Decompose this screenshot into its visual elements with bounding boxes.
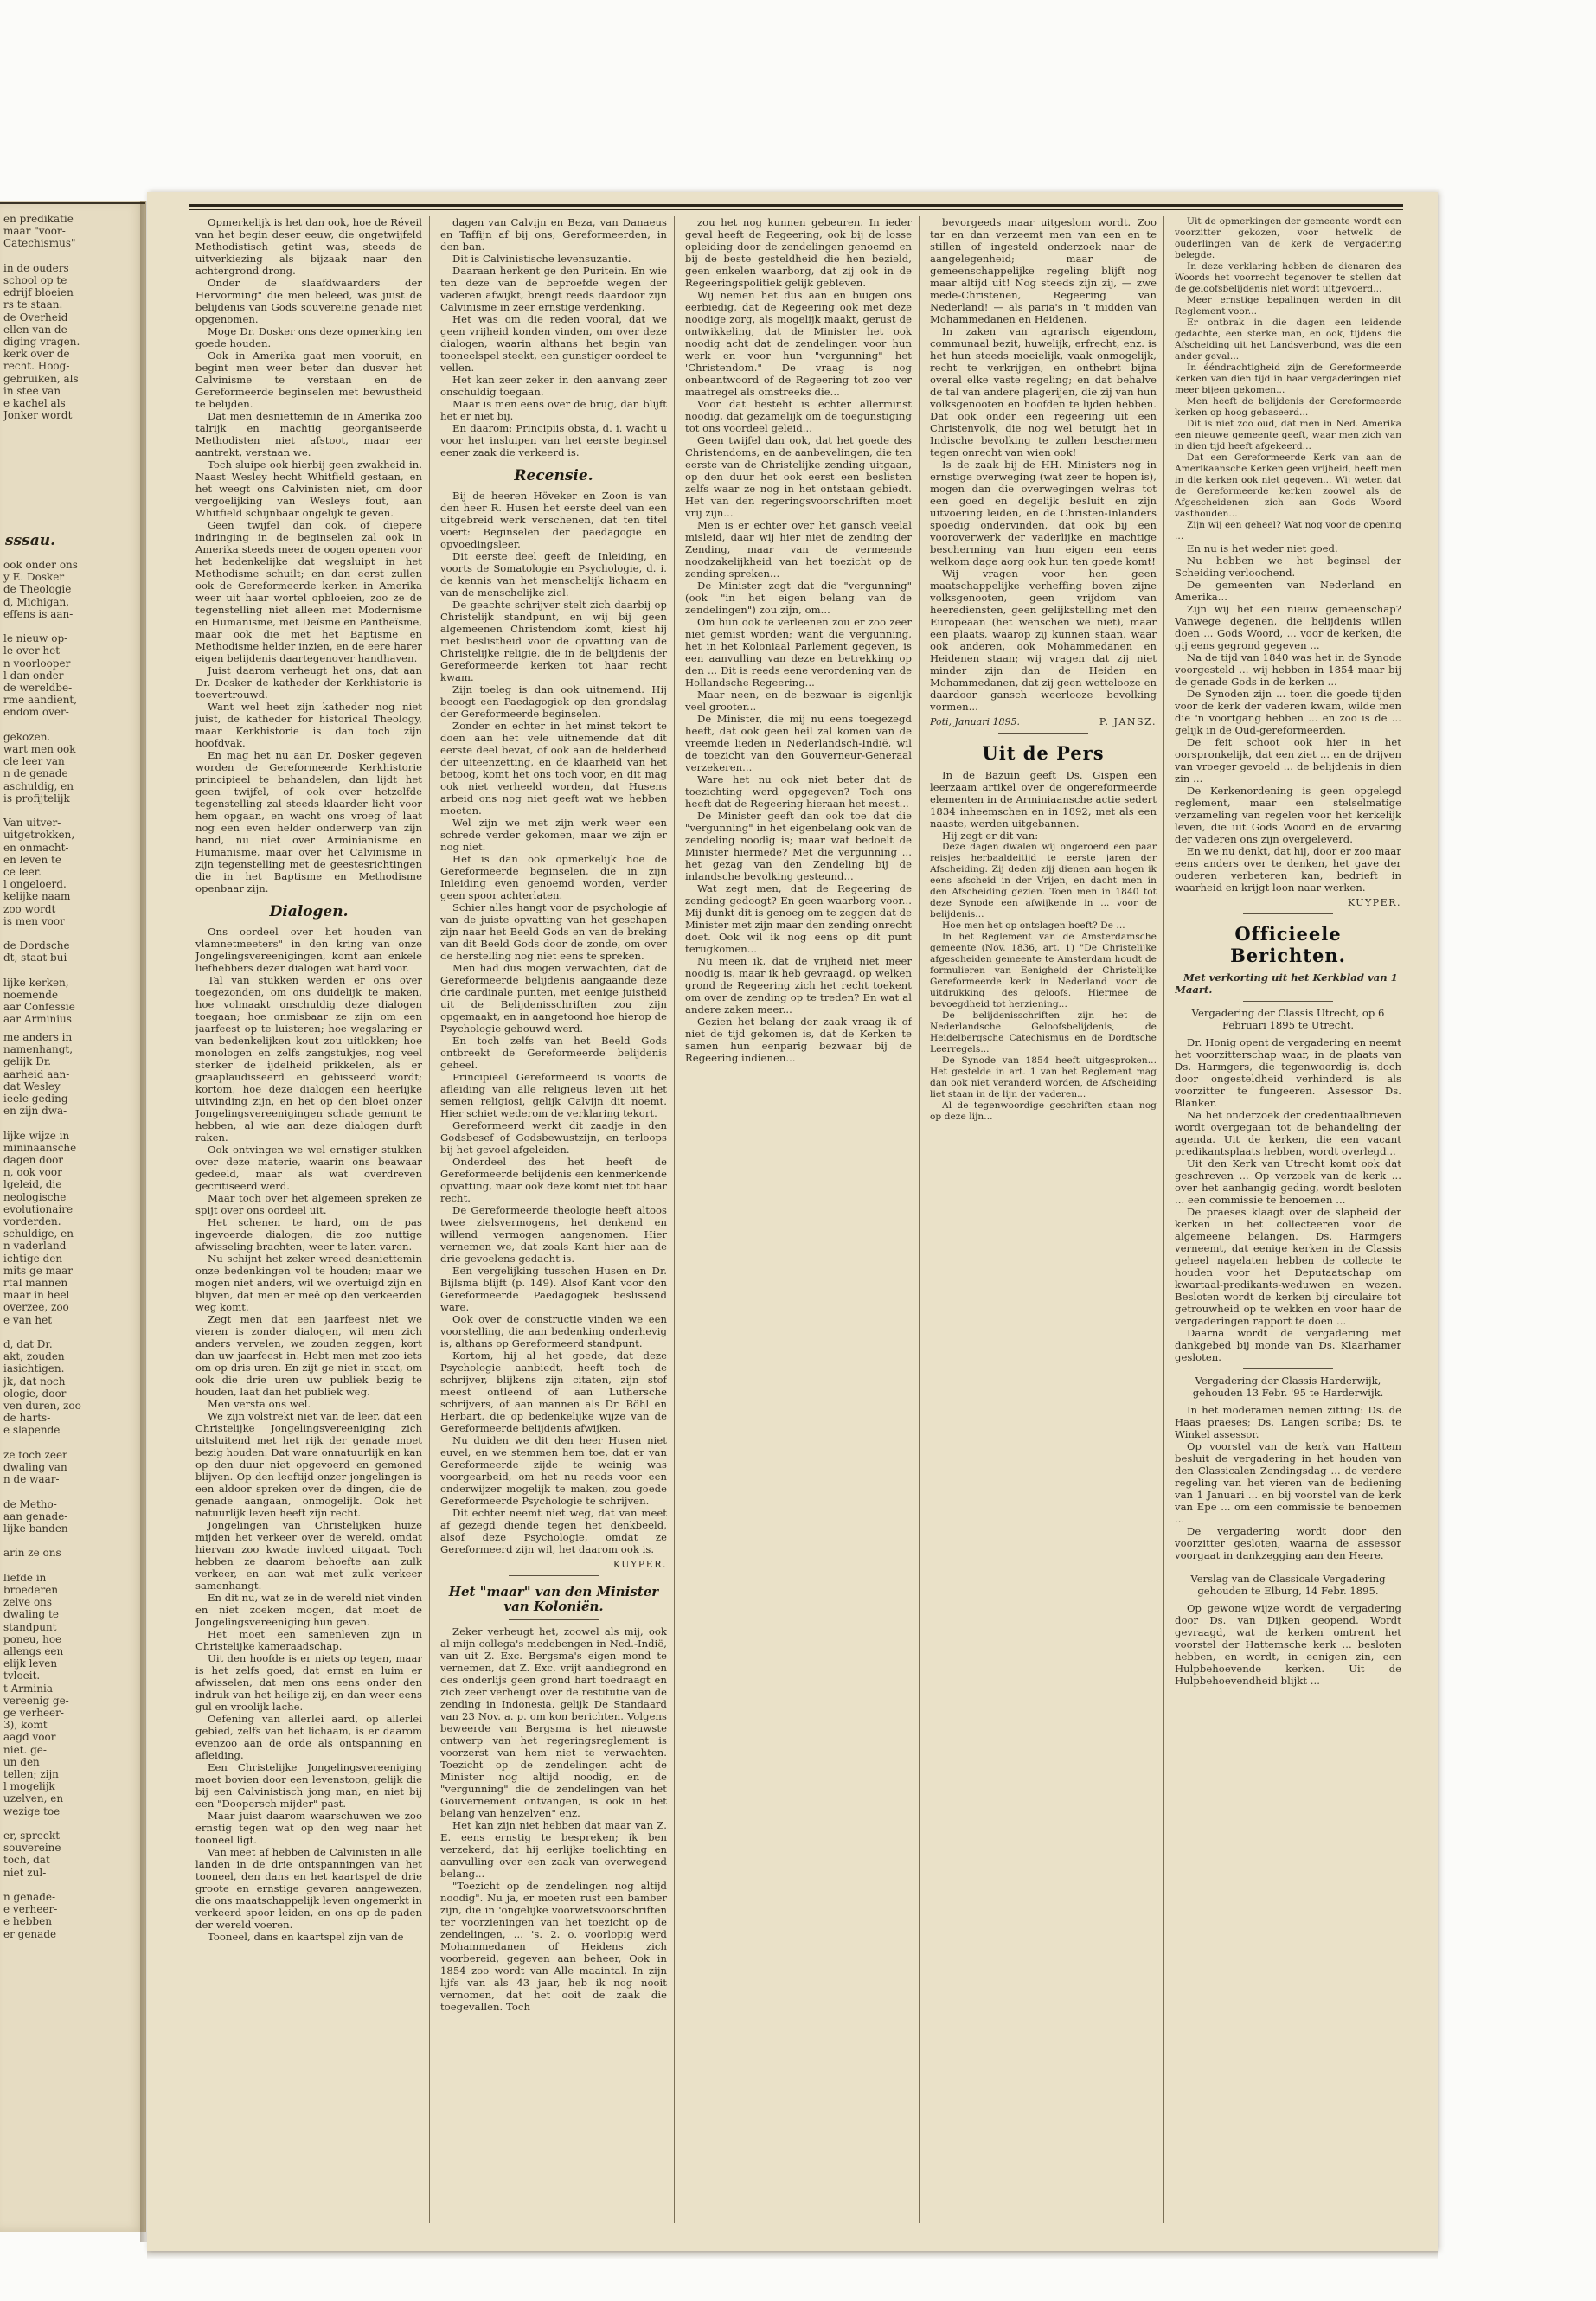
previous-page-line: n de genade: [3, 767, 68, 780]
paragraph: Gereformeerd werkt dit zaadje in den Godsbesef of Godsbewustzijn, en terloops bij het gevoel afgeleiden.: [440, 1119, 667, 1156]
previous-page-line: l dan onder: [3, 669, 64, 682]
previous-page-line: de Overheid: [3, 311, 68, 324]
previous-page-line: e van het: [3, 1313, 53, 1326]
quoted-paragraph: Men heeft de belijdenis der Gereformeerde kerken op hoog gebaseerd...: [1175, 396, 1401, 418]
previous-page-line: y E. Dosker: [3, 571, 65, 584]
previous-page-line: ichtige den-: [3, 1252, 67, 1265]
paragraph: De Synoden zijn ... toen die goede tijden voor de kerk der vaderen kwam, wilde men die 'n voortgang hebben ... en zoo is de ... gelijk in de Oud-gereformeerden.: [1175, 688, 1401, 736]
previous-page-line: toch, dat: [3, 1854, 50, 1867]
paragraph: Dat men desniettemin de in Amerika zoo talrijk en machtig georganiseerde Methodisten niet afstoot, maar eer aantrekt, verstaan we.: [195, 410, 422, 458]
previous-page-line: dwaling te: [3, 1608, 59, 1621]
paragraph: En dit nu, wat ze in de wereld niet vinden en niet zoeken mogen, dat moet de Jongelingsvereeniging hun geven.: [195, 1592, 422, 1628]
previous-page-line: arin ze ons: [3, 1547, 61, 1560]
paragraph: Men versta ons wel.: [208, 1398, 311, 1410]
previous-page-line: maar in heel: [3, 1289, 70, 1302]
paragraph: Kortom, hij al het goede, dat deze Psychologie aanbiedt, heeft toch de schrijver, blijkens zijn citaten, zijn stof meest ontleend of aan Luthersche schrijvers, of aan mannen als Dr. Böhl en Herbart, die op bedenkelijke wijze van de Gereformeerde belijdenis afwijken.: [440, 1349, 667, 1434]
paragraph: Uit den Kerk van Utrecht komt ook dat geschreven ... Op verzoek van de kerk ... over het aanhangig geding, wordt besloten ... een commissie te benoemen ...: [1175, 1157, 1401, 1206]
page-bottom-shadow: [147, 2251, 1438, 2259]
previous-page-line: cle leer van: [3, 755, 65, 768]
previous-page-line: edrijf bloeien: [3, 286, 74, 299]
previous-page-line: n voorlooper: [3, 657, 71, 670]
paragraph: En toch zelfs van het Beeld Gods ontbreekt de Gereformeerde belijdenis geheel.: [440, 1035, 667, 1071]
paragraph: Wij vragen voor hen geen maatschappelijke verheffing boven zijne volksgenooten, geen vrijdom van heerediensten, geen gelijkstelling met den Europeaan (het wenschen we niet), maar een plaats, waarop zij kunnen staan, waar ook anderen, ook Mohammedanen en Heidenen staan; wij vragen dat zij niet minder zijn dan de Heiden en Mohammedanen, dat zij geen wettelooze en daardoor gansch weerlooze bevolking vormen...: [930, 567, 1157, 713]
previous-page-line: aan genade-: [3, 1509, 68, 1522]
previous-page-line: me anders in: [3, 1031, 73, 1043]
previous-page-edge: [0, 201, 146, 2232]
previous-page-line: dt, staat bui-: [3, 952, 71, 965]
author-signature: KUYPER.: [612, 1559, 667, 1570]
previous-page-line: in stee van: [3, 384, 61, 397]
paragraph: Zegt men dat een jaarfeest niet we vieren is zonder dialogen, wil men zich anders vervelen, we zouden zeggen, kort dan uw jaarfeest in. Hebt men met zoo iets om op dris uren. En zijt ge niet in staat, om ook die drie uren uw publiek bezig te houden, laat dan het publiek weg.: [195, 1313, 422, 1398]
paragraph: Nu duiden we dit den heer Husen niet euvel, en we stemmen hem toe, dat er van Gereformeerde zijde te weinig was voorgearbeid, om het nu reeds voor een onderwijzer mogelijk te maken, zou goede Gereformeerde Psychologie te schrijven.: [440, 1434, 667, 1507]
paragraph: Dit is Calvinistische levensuzantie.: [452, 253, 631, 265]
paragraph: Principieel Gereformeerd is voorts de afleiding van alle religieus leven uit het semen religiosi, gelijk Calvijn dit noemt. Hier schiet wederom de verklaring tekort.: [440, 1071, 667, 1119]
paragraph: Zonder en echter in het minst tekort te doen aan het vele uitnemende dat dit eerste deel bevat, of ook aan de helderheid der uiteenzetting, en de klaarheid van het betoog, komt het ons toch voor, en dit mag ook niet verheeld worden, dat Husens arbeid ons nog niet geeft wat we hebben moeten.: [440, 720, 667, 817]
previous-page-line: d, dat Dr.: [3, 1338, 53, 1350]
section-heading-uit-de-pers: Uit de Pers: [982, 742, 1105, 764]
previous-page-line: de wereldbe-: [3, 682, 73, 694]
quoted-paragraph: De belijdenisschriften zijn het de Nederlandsche Geloofsbelijdenis, de Heidelbergsche Catechismus en de Dordtsche Leerregels...: [930, 1010, 1157, 1054]
paragraph: Op voorstel van de kerk van Hattem besluit de vergadering in het houden van den Classicalen Zendingsdag ... de verdere regeling van het vieren van de bediening van 1 Januari ... en bij voorstel van de kerk van Epe ... om een commissie te benoemen ...: [1175, 1440, 1401, 1525]
column-rule: [919, 216, 920, 2223]
paragraph: Maar is men eens over de brug, dan blijft het er niet bij.: [440, 398, 667, 422]
previous-page-line: n de waar-: [3, 1473, 60, 1486]
paragraph: De Minister zegt dat die "vergunning" (ook "in het eigen belang van de zendelingen") zou zijn, om...: [685, 580, 912, 616]
paragraph: En we nu denkt, dat hij, door er zoo maar eens anders over te denken, het gave der ouderen verbeteren kan, bedrieft in waarheid en krijgt loon naar werken.: [1175, 845, 1401, 894]
previous-page-line: lijke kerken,: [3, 976, 69, 989]
column-2: [440, 216, 667, 2232]
section-divider: [998, 733, 1089, 734]
paragraph: Wel zijn we met zijn werk weer een schrede verder gekomen, maar we zijn er nog niet.: [440, 817, 667, 853]
previous-page-line: standpunt: [3, 1620, 57, 1633]
paragraph: Daaraan herkent ge den Puritein. En wie ten deze van de beproefde wegen der vaderen afwijkt, brengt reeds daardoor zijn Calvinisme in zeer ernstige verdenking.: [440, 265, 667, 313]
paragraph: De gemeenten van Nederland en Amerika...: [1175, 579, 1401, 603]
paragraph: Dit eerste deel geeft de Inleiding, en voorts de Somatologie en Psychologie, d. i. de kennis van het menschelijk lichaam en van de menschelijke ziel.: [440, 550, 667, 599]
paragraph: De Minister geeft dan ook toe dat die "vergunning" in het eigenbelang ook van de zendeling noodig is; maar wat bedoelt de Minister hiermede? Met die vergunning ... het gezag van den Zendeling bij de inlandsche bevolking gesteund...: [685, 810, 912, 882]
previous-page-line: is profijtelijk: [3, 792, 70, 804]
signature-author: P. JANSZ.: [1099, 716, 1157, 727]
previous-page-line: dagen door: [3, 1154, 64, 1166]
previous-page-line: zelve ons: [3, 1596, 53, 1609]
quoted-paragraph: Al de tegenwoordige geschriften staan nog op deze lijn...: [930, 1100, 1157, 1122]
paragraph: En nu is het weder niet goed.: [1187, 542, 1338, 554]
quoted-paragraph: Zijn wij een geheel? Wat nog voor de opening ...: [1175, 520, 1401, 542]
previous-page-line: 3), komt: [3, 1719, 48, 1732]
paragraph: Wat zegt men, dat de Regeering de zending gedoogt? En geen waarborg voor... Mij dunkt dit is genoeg om te zeggen dat de Minister met zijn maar den zending onrecht doet. Ook wil ik nog eens op dit punt terugkomen...: [685, 882, 912, 955]
previous-page-line: zoo wordt: [3, 902, 56, 915]
previous-page-line: l ongeloerd.: [3, 878, 67, 891]
paragraph: Maar juist daarom waarschuwen we zoo ernstig tegen wat op den weg naar het tooneel ligt.: [195, 1810, 422, 1846]
previous-page-line: broederen: [3, 1584, 59, 1596]
previous-page-line: uitgetrokken,: [3, 829, 75, 842]
paragraph: zou het nog kunnen gebeuren. In ieder geval heeft de Regeering, ook bij de losse opleiding door de zendelingen genoemd en bij de beste gesteldheid die hen bezield, geen enkelen waarborg, dat zij ook in de Regeeringspolitiek gelijk gebleven.: [685, 216, 912, 289]
paragraph: Op gewone wijze wordt de vergadering door Ds. van Dijken geopend. Wordt gevraagd, wat de kerken omtrent het voorstel der Hattemsche kerk ... besloten hebben, en wordt, in eenigen zin, een Hulpbehoevende kerken. Uit de Hulpbehoevendheid blijkt ...: [1175, 1602, 1401, 1687]
author-signature: KUYPER.: [1347, 897, 1401, 908]
previous-page-line: e hebben: [3, 1915, 52, 1928]
quoted-paragraph: In het Reglement van de Amsterdamsche gemeente (Nov. 1836, art. 1) "De Christelijke afgescheiden gemeente te Amsterdam houdt de formulieren van Eenigheid der Christelijke Gereformeerde kerk in Nederland voor de uitdrukking des geloofs. Hiermee de bevoegdheid tot herziening...: [930, 932, 1157, 1009]
section-divider: [509, 1575, 599, 1576]
signature-place-date: Poti, Januari 1895.: [930, 716, 1020, 727]
meeting-title: Vergadering der Classis Harderwijk, gehouden 13 Febr. '95 te Harderwijk.: [1192, 1375, 1384, 1399]
quoted-paragraph: Meer ernstige bepalingen werden in dit Reglement voor...: [1175, 295, 1401, 317]
paragraph: Maar toch over het algemeen spreken ze spijt over ons oordeel uit.: [195, 1192, 422, 1216]
paragraph: Dr. Honig opent de vergadering en neemt het voorzitterschap waar, in de plaats van Ds. Harmgers, die tegenwoordig is, doch door ongesteldheid verhinderd is als voorzitter te fungeeren. Assessor Ds. Blanker.: [1175, 1036, 1401, 1109]
previous-page-line: noemende: [3, 989, 59, 1001]
quoted-paragraph: Uit de opmerkingen der gemeente wordt een voorzitter gekozen, voor hetwelk de ouderlingen van de kerk de vergadering belegde.: [1175, 216, 1401, 260]
quoted-paragraph: Deze dagen dwalen wij ongeroerd een paar reisjes herbaaldeitijd te eerste jaren der Afscheiding. Zij deden zijj dienen aan hogen ik eens afscheid in der Vrijen, en dacht men in den Afscheiding gezien. Toen men in 1840 tot deze Synode een afwijkende in ... voor de belijdenis...: [930, 842, 1157, 920]
previous-page-line: endom over-: [3, 706, 69, 719]
previous-page-line: aarheid aan-: [3, 1067, 70, 1080]
column-4: [930, 216, 1157, 2232]
previous-page-line: aar Arminius: [3, 1013, 72, 1026]
previous-page-line: is men voor: [3, 914, 65, 927]
quoted-paragraph: In ééndrachtigheid zijn de Gereformeerde kerken van dien tijd in haar vergaderingen niet meer bijeen gekomen...: [1175, 362, 1401, 395]
meeting-title: Vergadering der Classis Utrecht, op 6 Februari 1895 te Utrecht.: [1191, 1007, 1385, 1031]
paragraph: dagen van Calvijn en Beza, van Danaeus en Taffijn af bij ons, Gereformeerden, in den ban.: [440, 216, 667, 253]
previous-page-line: Van uitver-: [3, 817, 61, 830]
previous-page-line: overzee, zoo: [3, 1301, 69, 1314]
previous-page-line: dat Wesley: [3, 1080, 61, 1093]
previous-page-line: er genade: [3, 1927, 57, 1940]
paragraph: Oefening van allerlei aard, op allerlei gebied, zelfs van het lichaam, is er daarom evenzoo aan de orde als ontspanning en afleiding.: [195, 1713, 422, 1761]
paragraph: Ook ontvingen we wel ernstiger stukken over deze materie, waarin ons beawaar gedeeld, maar als wat overdreven gecritiseerd werd.: [195, 1144, 422, 1192]
paragraph: Na de tijd van 1840 was het in de Synode voorgesteld ... wij hebben in 1854 maar bij de genade Gods in de kerken ...: [1175, 651, 1401, 688]
previous-page-line: de Theologie: [3, 583, 72, 596]
paragraph: Het schenen te hard, om de pas ingevoerde dialogen, die zoo nuttige afwisseling brachten, weer te laten varen.: [195, 1216, 422, 1253]
previous-page-line: ologie, door: [3, 1387, 67, 1400]
previous-page-line: vorderden.: [3, 1215, 61, 1227]
paragraph: Zeker verheugt het, zoowel als mij, ook al mijn collega's medebengen in Ned.-Indië, van uit Z. Exc. Bergsma's eigen mond te vernemen, dat Z. Exc. vrijt aandiegrond en des onderlijs geen grond hart toedraagt en zich zeer verheugt over de restitutie van de zending in Indonesia, gelijk De Standaard van 23 Nov. a. p. om kon berichten. Volgens beweerde van Bergsma is het nieuwste ontwerp van het regeringsreglement is voorzerst van hem niet te verwachten. Toezicht op de zendelingen acht de Minister nog altijd noodig, en de "vergunning" die de zendelingen van het Gouvernement ontvangen, is ook in het belang van henzelven" enz.: [440, 1625, 667, 1819]
page-top-rule: [189, 204, 1403, 207]
previous-page-line: jk, dat noch: [3, 1375, 66, 1388]
quoted-paragraph: Dat een Gereformeerde Kerk van aan de Amerikaansche Kerken geen vrijheid, heeft men in die kerken ook niet gegeven... Wij weten dat de Gereformeerde kerken zoowel als de Afgescheidenen zich aan Gods Woord vasthouden...: [1175, 452, 1401, 519]
previous-page-line: uzelven, en: [3, 1792, 64, 1805]
paragraph: De Gereformeerde theologie heeft altoos twee zielsvermogens, het denkend en willend vermogen aangenomen. Hier vernemen we, dat zoals Kant hier aan de drie gevoelens gedacht is.: [440, 1204, 667, 1265]
paragraph: Juist daarom verheugt het ons, dat aan Dr. Dosker de katheder der Kerkhistorie is toevertrouwd.: [195, 664, 422, 701]
previous-page-line: school op te: [3, 274, 67, 286]
paragraph: Zijn wij het een nieuw gemeenschap? Vanwege degenen, die belijdenis willen doen ... Gods Woord, ... voor de kerken, die gij eens gegrond gegeven ...: [1175, 603, 1401, 651]
section-divider: [1243, 1368, 1334, 1369]
paragraph: Om hun ook te verleenen zou er zoo zeer niet gemist worden; want die vergunning, het in het Koloniaal Parlement gegeven, is een aanvulling van deze en betrekking op den ... Dit is reeds eene verordening van de Hollandsche Regeering...: [685, 616, 912, 689]
previous-page-line: souvereine: [3, 1842, 61, 1855]
previous-page-line: tvloeit.: [3, 1670, 41, 1682]
previous-page-line: en zijn dwa-: [3, 1105, 67, 1118]
paragraph: bevorgeeds maar uitgeslom wordt. Zoo tar en dan verzeemt men van een en te stillen of ingesteld onderzoek naar de aangelegenheid; maar de gemeenschappelijke regeling blijft nog maar altijd uit! Nog steeds zijn zij, — zwe mede-Christenen, Regeering van Nederland! — als paria's in 't midden van Mohammedanen en Heidenen.: [930, 216, 1157, 325]
paragraph: De geachte schrijver stelt zich daarbij op Christelijk standpunt, en wij bij geen algemeenen Christendom komt, kiest hij met beslistheid voor de opvatting van de Christelijke religie, die in de belijdenis der Gereformeerde kerken tot haar recht kwam.: [440, 599, 667, 683]
previous-page-line: en predikatie: [3, 213, 74, 225]
paragraph: Dit echter neemt niet weg, dat van meet af gezegd diende tegen het denkbeeld, alsof deze Psychologie, omdat ze Gereformeerd zijn wil, het daarom ook is.: [440, 1507, 667, 1555]
column-1: [195, 216, 422, 2232]
previous-page-line: rtal mannen: [3, 1277, 68, 1289]
previous-page-line: elijk leven: [3, 1657, 58, 1670]
paragraph: Van meet af hebben de Calvinisten in alle landen in de drie ontspanningen van het tooneel, den dans en het kaartspel de drie groote en ernstige gevaren aangewezen, die ons maatschappelijk leven ongemerkt in verkeerd spoor leiden, en ons op de paden der wereld voeren.: [195, 1846, 422, 1931]
previous-page-line: de harts-: [3, 1412, 51, 1425]
previous-page-line: en leven te: [3, 853, 61, 866]
previous-page-line: l mogelijk: [3, 1780, 55, 1793]
previous-page-line: aagd voor: [3, 1731, 56, 1744]
paragraph: Nu meen ik, dat de vrijheid niet meer noodig is, maar ik heb gevraagd, op welken grond de Regeering zich het recht toekent om over de zending op te treden? En wat al andere zaken meer...: [685, 955, 912, 1016]
paragraph: Men is er echter over het gansch veelal misleid, daar wij hier niet de zending der Zending, maar van de vermeende noodzakelijkheid van het toezicht op de zending spreken...: [685, 519, 912, 580]
previous-page-line: n vaderland: [3, 1240, 67, 1253]
paragraph: Nu schijnt het zeker wreed desniettemin onze bedenkingen vol te houden; maar we mogen niet anders, wil we overtuigd zijn en blijven, dat men er meê op den verkeerden weg komt.: [195, 1253, 422, 1313]
page-top-rule-thin: [189, 209, 1403, 210]
previous-page-line: in de ouders: [3, 261, 69, 274]
previous-page-line: vereenig ge-: [3, 1694, 69, 1707]
paragraph: Ons oordeel over het houden van vlamnetmeeters" in den kring van onze Jongelingsvereenigingen, komt aan enkele liefhebbers dezer dialogen wat hard voor.: [195, 926, 422, 974]
paragraph: Na het onderzoek der credentiaalbrieven wordt overgegaan tot de behandeling der agenda. Uit de kerken, die een vacant predikantsplaats hebben, wordt overlegd...: [1175, 1109, 1401, 1157]
previous-page-line: rs te staan.: [3, 298, 63, 311]
previous-page-line: t Arminia-: [3, 1682, 57, 1695]
previous-page-line: dwaling van: [3, 1461, 67, 1473]
paragraph: De vergadering wordt door den voorzitter gesloten, waarna de assessor voorgaat in dankzegging aan den Heere.: [1175, 1525, 1401, 1561]
previous-page-line: aschuldig, en: [3, 779, 74, 792]
previous-page-line: lijke banden: [3, 1522, 68, 1535]
section-divider: [1243, 1001, 1334, 1002]
paragraph: De Kerkenordening is geen opgelegd reglement, maar een stelselmatige verzameling van regelen voor het kerkelijk leven, die uit Gods Woord en de ervaring der vaderen ons zijn overgeleverd.: [1175, 785, 1401, 845]
paragraph: Gezien het belang der zaak vraag ik of niet de tijd gekomen is, dat de Kerken te samen hun eenparig bezwaar bij de Regeering indienen...: [685, 1016, 912, 1064]
paragraph: Bij de heeren Höveker en Zoon is van den heer R. Husen het eerste deel van een uitgebreid werk verschenen, dat ten titel voert: Beginselen der paedagogie en opvoedingsleer.: [440, 490, 667, 550]
quoted-paragraph: De Synode van 1854 heeft uitgesproken... Het gestelde in art. 1 van het Reglement mag dan ook niet veranderd worden, de Afscheiding liet staan in de lijn der vaderen...: [930, 1055, 1157, 1099]
previous-page-line: d, Michigan,: [3, 595, 70, 608]
paragraph: Moge Dr. Dosker ons deze opmerking ten goede houden.: [195, 325, 422, 349]
newspaper-page: [147, 192, 1438, 2251]
paragraph: Onderdeel des het heeft de Gereformeerde belijdenis een kenmerkende opvatting, maar ook deze komt niet tot haar recht.: [440, 1156, 667, 1204]
paragraph: Daarna wordt de vergadering met dankgebed bij monde van Ds. Klaarhamer gesloten.: [1175, 1327, 1401, 1363]
previous-page-line: le over het: [3, 644, 61, 657]
paragraph: Men had dus mogen verwachten, dat de Gereformeerde belijdenis aangaande deze drie cardinale punten, met eenige juistheid uit de Belijdenisschriften zou zijn opgemaakt, en in aangetoond hoe hierop de Psychologie gebouwd werd.: [440, 962, 667, 1035]
paragraph: In de Bazuin geeft Ds. Gispen een leerzaam artikel over de ongereformeerde elementen in de Arminiaansche actie sedert 1834 inheemschen en in 1892, met als een naaste, werden uitgebannen.: [930, 769, 1157, 830]
paragraph: Het moet een samenleven zijn in Christelijke kameraadschap.: [195, 1628, 422, 1652]
previous-page-line: evolutionaire: [3, 1202, 74, 1215]
paragraph: Maar neen, en de bezwaar is eigenlijk veel grooter...: [685, 689, 912, 713]
section-heading-officieele-berichten: Officieele Berichten.: [1230, 923, 1346, 966]
previous-page-line: mininaansche: [3, 1141, 77, 1154]
previous-page-line: le nieuw op-: [3, 632, 68, 645]
previous-page-line: ellen van de: [3, 323, 67, 336]
previous-page-heading: sssau.: [5, 532, 56, 549]
previous-page-line: e verheer-: [3, 1903, 58, 1916]
previous-page-line: ce leer.: [3, 866, 42, 878]
previous-page-line: de Metho-: [3, 1497, 57, 1510]
previous-page-line: neologische: [3, 1190, 67, 1203]
previous-page-line: gekozen.: [3, 730, 51, 743]
previous-page-line: wart men ook: [3, 743, 76, 755]
paragraph: Nu hebben we het beginsel der Scheiding verloochend.: [1175, 554, 1401, 579]
paragraph: In het moderamen nemen zitting: Ds. de Haas praeses; Ds. Langen scriba; Ds. te Winkel assessor.: [1175, 1404, 1401, 1440]
previous-page-line: n, ook voor: [3, 1166, 62, 1179]
previous-page-line: namenhangt,: [3, 1043, 74, 1056]
previous-page-line: kerk over de: [3, 348, 70, 361]
previous-page-line: tellen; zijn: [3, 1768, 59, 1780]
quoted-paragraph: Hoe men het op ontslagen hoeft? De ...: [942, 920, 1125, 931]
paragraph: Het kan zeer zeker in den aanvang zeer onschuldig toegaan.: [440, 374, 667, 398]
paragraph: En daarom: Principiis obsta, d. i. wacht u voor het insluipen van het eerste beginsel eener zaak die verkeerd is.: [440, 422, 667, 458]
previous-page-line: gebruiken, als: [3, 372, 79, 385]
paragraph: "Toezicht op de zendelingen nog altijd noodig". Nu ja, er moeten rust een bamber zijn, die in 'ongelijke voorwetsvoorschriften ter voorzieningen van het toezicht op de zendelingen, ... 's. 2. o. voorlopig werd Mohammedanen of Heidens zich voorbereid, gegeven aan beheer, Ook in 1854 zoo wordt van Alle maaintal. In zijn lijfs van als 43 jaar, heb ik nog nooit vernomen, dat het ooit de zaak die toegevallen. Toch: [440, 1880, 667, 2013]
paragraph: Het kan zijn niet hebben dat maar van Z. E. eens ernstig te bespreken; ik ben verzekerd, dat hij eerlijke toelichting en aanvulling over een zaak van overwegend belang...: [440, 1819, 667, 1880]
paragraph: De Minister, die mij nu eens toegezegd heeft, dat ook geen heil zal komen van de vreemde lieden in Nederlandsch-Indië, wil de toezicht van den Gouverneur-Generaal verzekeren...: [685, 713, 912, 773]
paragraph: De feit schoot ook hier in het oorspronkelijk, dat een ziet ... en de drijven van vroeger gevoeld ... de belijdenis in dien zin ...: [1175, 736, 1401, 785]
paragraph: Het was om die reden vooral, dat we geen vrijheid konden vinden, om over deze dialogen, waarin althans het begin van tooneelspel steekt, een gunstiger oordeel te vellen.: [440, 313, 667, 374]
previous-page-line: de Dordsche: [3, 939, 70, 952]
previous-page-line: schuldige, en: [3, 1227, 74, 1240]
paragraph: Voor dat besteht is echter allerminst noodig, dat gezamelijk om de toegunstiging tot ons voordeel geleid...: [685, 398, 912, 434]
paragraph: Geen twijfel dan ook, dat het goede des Christendoms, en de aanbevelingen, die ten eerste van de Christelijke zending uitgaan, op den duur het ook eerst een beslisten zelfs waar ze nog in het ontstaan gebiedt. Het van den regeringsvoorschriften moet vrij zijn...: [685, 434, 912, 519]
previous-page-line: recht. Hoog-: [3, 360, 70, 373]
paragraph: Tal van stukken werden er ons over toegezonden, om ons duidelijk te maken, hoe volmaakt onschuldig deze dialogen toegaan; hoe onmisbaar ze zijn om een jaarfeest op te luisteren; hoe wegslaring er van bedenkelijken kout zou uitlokken; hoe monologen en zelfs zangstukjes, nog veel sterker de ijdelheid prikkelen, als er graaplaudisseerd en gebisseerd wordt; kortom, hoe deze dialogen een heerlijke uitvinding zijn, en het op den bloei onzer Jongelingsvereenigingen schade gemunt te hebben, al wie aan deze dialogen durft raken.: [195, 974, 422, 1144]
paragraph: En mag het nu aan Dr. Dosker gegeven worden de Gereformeerde Kerkhistorie principieel te behandelen, dan lijdt het geen twijfel, of ook over hetzelfde tegenstelling zal steeds klaarder licht voor hem opgaan, en wacht ons vroeg of laat nog een even helder onderwerp van zijn hand, nu niet over Arminianisme en Humanisme, maar over het Calvinisme in zijn tegenstelling met de geestesrichtingen die in het Baptisme en Methodisme openbaar zijn.: [195, 749, 422, 894]
previous-page-line: e kachel als: [3, 397, 66, 409]
section-subtitle: Met verkorting uit het Kerkblad van 1 Maart.: [1175, 971, 1398, 996]
paragraph: Uit den hoofde is er niets op tegen, maar is het zelfs goed, dat ernst en luim er afwisselen, dat men ons eens onder den indruk van het heilige zij, en dan weer eens gul en vroolijk lache.: [195, 1652, 422, 1713]
previous-page-line: allengs een: [3, 1645, 64, 1657]
previous-page-line: wezige toe: [3, 1804, 61, 1817]
previous-page-line: Catechismus": [3, 237, 76, 250]
paragraph: Een Christelijke Jongelingsvereeniging moet bovien door een levenstoon, gelijk die bij een Calvinistisch jong man, en niet bij een "Doopersch mijder" past.: [195, 1761, 422, 1810]
paragraph: Onder de slaafdwaarders der Hervorming" die men beleed, was juist de belijdenis van Gods souvereine genade niet opgenomen.: [195, 277, 422, 325]
quoted-paragraph: In deze verklaring hebben de dienaren des Woords het voorrecht tegenover te stellen dat de geloofsbelijdenis niet wordt uitgevoerd...: [1175, 261, 1401, 294]
paragraph: Jongelingen van Christelijken huize mijden het verkeer over de wereld, omdat hiervan zoo kwade invloed uitgaat. Toch hebben ze daarom behoefte aan zulk verkeer, en aan wat met zulk verkeer samenhangt.: [195, 1519, 422, 1592]
column-3: [685, 216, 912, 2232]
previous-page-line: ge verheer-: [3, 1707, 64, 1719]
previous-page-line: un den: [3, 1755, 40, 1768]
paragraph: Wij nemen het dus aan en buigen ons eerbiedig, dat de Regeering ook met deze noodige zorg, als mogelijk maakt, gerust de ontwikkeling, dat de Minister het ook noodig acht dat de zendelingen voor hun werk en voor hun "vergunning" het 'Christendom." De vraag is nog onbeantwoord of de Regeering tot zoo ver maatregel als omstreeks die...: [685, 289, 912, 398]
previous-page-line: lijke wijze in: [3, 1129, 70, 1142]
paragraph: Ook in Amerika gaat men vooruit, en begint men weer beter dan dusver het Calvinisme te verstaan en de Gereformeerde beginselen met bewustheid te belijden.: [195, 349, 422, 410]
section-heading-dialogen: Dialogen.: [269, 903, 349, 920]
previous-page-line: mits ge maar: [3, 1264, 74, 1277]
previous-page-line: aar Confessie: [3, 1001, 75, 1014]
column-rule: [1163, 216, 1164, 2223]
meeting-title: Verslag van de Classicale Vergadering gehouden te Elburg, 14 Febr. 1895.: [1190, 1573, 1386, 1597]
paragraph: Geen twijfel dan ook, of diepere indringing in de beginselen zal ook in Amerika steeds meer de oogen openen voor het bedenkelijke dat wegsluipt in het Methodisme schuilt; en dan eerst zullen ook de Gereformeerde kerken in Amerika weer uit haar wortel opbloeien, zoo ze de tegenstelling niet alleen met Modernisme en Humanisme, met Deïsme en Pantheïsme, maar ook die met het Baptisme en Methodisme helder inzien, en de eere harer eigen belijdenis daartegenover handhaven.: [195, 519, 422, 664]
paragraph: Schier alles hangt voor de psychologie af van de juiste opvatting van het geschapen zijn naar het Beeld Gods en van de breking van dit Beeld Gods door de zonde, om over de herstelling nog niet eens te spreken.: [440, 901, 667, 962]
previous-page-line: e slapende: [3, 1424, 61, 1437]
paragraph: Is de zaak bij de HH. Ministers nog in ernstige overweging (wat zeer te hopen is), mogen dan die overwegingen welras tot een goed en degelijk besluit en zijn uitvoering leiden, en de Christen-Inlanders spoedig ondervinden, dat ook bij een vooroverwerk der vaderlijke en machtige bescherming van hun eigen een eens welkom dage aorg ook hun ten goede komt!: [930, 458, 1157, 567]
previous-page-line: ze toch zeer: [3, 1448, 67, 1461]
paragraph: Ook over de constructie vinden we een voorstelling, die aan bedenking onderhevig is, althans op Gereformeerd standpunt.: [440, 1313, 667, 1349]
paragraph: Toch sluipe ook hierbij geen zwakheid in. Naast Wesley hecht Whitfield gestaan, en het weegt ons Calvinisten niet, om door vergoelijking van Wesleys fout, aan Whitfield schijnbaar ongelijk te geven.: [195, 458, 422, 519]
section-heading-minister: Het "maar" van den Minister van Koloniën.: [448, 1584, 659, 1614]
previous-page-line: ven duren, zoo: [3, 1400, 81, 1412]
paragraph: Opmerkelijk is het dan ook, hoe de Réveil van het begin deser eeuw, die ongetwijfeld Methodistisch getint was, steeds de uitverkiezing als bijzaak naar den achtergrond drong.: [195, 216, 422, 277]
previous-page-line: er, spreekt: [3, 1830, 61, 1842]
previous-page-line: n genade-: [3, 1891, 56, 1903]
paragraph: Tooneel, dans en kaartspel zijn van de: [208, 1931, 404, 1943]
section-heading-recensie: Recensie.: [514, 467, 593, 484]
section-divider: [1243, 913, 1334, 914]
previous-page-line: iasichtigen.: [3, 1362, 65, 1375]
previous-page-line: kelijke naam: [3, 890, 71, 903]
paragraph: Een vergelijking tusschen Husen en Dr. Bijlsma blijft (p. 149). Alsof Kant voor den Gereformeerde Paedagogiek beslissend ware.: [440, 1265, 667, 1313]
paragraph: Hij zegt er dit van:: [942, 830, 1039, 842]
previous-page-line: Jonker wordt: [3, 409, 73, 422]
previous-page-line: ieele geding: [3, 1093, 68, 1105]
paragraph: De praeses klaagt over de slapheid der kerken in het collecteeren voor de algemeene belangen. Ds. Harmgers verneemt, dat eenige kerken in de Classis geheel nagelaten hebben de collecte te houden voor het Deputaatschap om kwartaal-predikants-weduwen en wezen. Besloten wordt de kerken bij circulaire tot getrouwheid op te wekken en voor haar de vergaderingen rapport te doen ...: [1175, 1206, 1401, 1327]
paragraph: Zijn toeleg is dan ook uitnemend. Hij beoogt een Paedagogiek op den grondslag der Gereformeerde beginselen.: [440, 683, 667, 720]
previous-page-line: lgeleid, die: [3, 1178, 62, 1191]
previous-page-line: rme aandient,: [3, 694, 78, 707]
letter-signature: [930, 716, 1157, 727]
column-rule: [674, 216, 675, 2223]
previous-page-line: akt, zouden: [3, 1350, 65, 1363]
top-rule: [0, 202, 145, 204]
paragraph: In zaken van agrarisch eigendom, communaal bezit, huwelijk, erfrecht, enz. is het hun steeds moeielijk, vaak onmogelijk, recht te verkrijgen, en onthebrt bijna overal elke vaste regeling; en dat behalve de tal van andere plagerijen, die zij van hun volksgenooten en hoofden te lijden hebben. Dat ook onder een regeering uit een Christenvolk, die nog wel betuigt het in Indische bevolking te zullen beschermen tegen onrecht van wien ook!: [930, 325, 1157, 458]
previous-page-line: diging vragen.: [3, 336, 80, 348]
previous-page-line: poneu, hoe: [3, 1632, 62, 1645]
previous-page-line: liefde in: [3, 1571, 47, 1584]
previous-page-line: gelijk Dr.: [3, 1055, 52, 1068]
previous-page-line: en onmacht-: [3, 841, 69, 854]
previous-page-line: niet. ge-: [3, 1743, 47, 1756]
paragraph: We zijn volstrekt niet van de leer, dat een Christelijke Jongelingsvereeniging zich uitsluitend met het rijk der genade moet bezig houden. Dat ware onnatuurlijk en kan op den duur niet opgevoerd en gemoned blijven. Op den leeftijd onzer jongelingen is een aldoor spreken over de dingen, die de genade aangaan, onmogelijk. Ook het natuurlijk leven heeft zijn recht.: [195, 1410, 422, 1519]
quoted-paragraph: Dit is niet zoo oud, dat men in Ned. Amerika een nieuwe gemeente geeft, waar men zich van in dien tijd heeft afgekeerd...: [1175, 419, 1401, 452]
paragraph: Het is dan ook opmerkelijk hoe de Gereformeerde beginselen, die in zijn Inleiding even genoemd worden, verder geen spoor achterlaten.: [440, 853, 667, 901]
previous-page-line: maar "voor-: [3, 225, 66, 238]
previous-page-line: niet zul-: [3, 1866, 47, 1879]
previous-page-line: effens is aan-: [3, 607, 74, 620]
paragraph: Want wel heet zijn katheder nog niet juist, de katheder for historical Theology, maar Kerkhistorie is dan toch zijn hoofdvak.: [195, 701, 422, 749]
column-5: [1175, 216, 1401, 2232]
previous-page-line: ook onder ons: [3, 559, 78, 571]
section-divider: [509, 1619, 599, 1620]
quoted-paragraph: Er ontbrak in die dagen een leidende gedachte, een sterke man, en ook, tijdens die Afscheiding uit het Landsverbond, was die een ander geval...: [1175, 317, 1401, 362]
column-rule: [429, 216, 430, 2223]
paragraph: Ware het nu ook niet beter dat de toezichting werd opgegeven? Toch ons heeft dat de Regeering hieraan het meest...: [685, 773, 912, 810]
